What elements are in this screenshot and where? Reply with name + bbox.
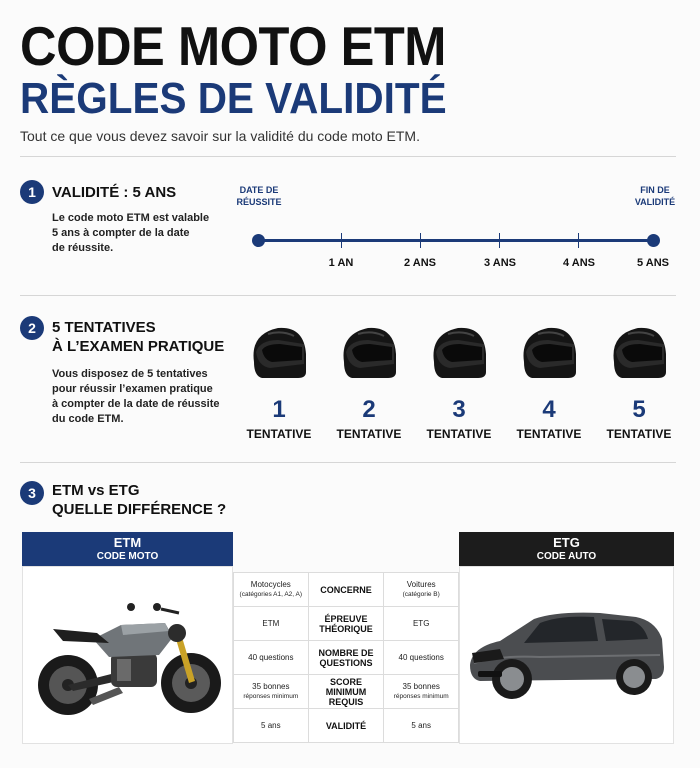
- timeline-line: [258, 239, 654, 242]
- timeline-start-dot: [252, 234, 265, 247]
- attempt-number: 4: [542, 396, 556, 423]
- etm-value-note: réponses minimum: [243, 692, 299, 700]
- car-panel: [459, 566, 674, 744]
- criterion-label: ÉPREUVE THÉORIQUE: [308, 607, 384, 641]
- timeline-tick-label: 2 ANS: [404, 257, 436, 269]
- timeline-tick-label: 4 ANS: [563, 257, 595, 269]
- section-number-3: 3: [20, 481, 44, 505]
- page-subtitle-heading: RÈGLES DE VALIDITÉ: [20, 74, 447, 123]
- section-title-comparison: ETM vs ETG QUELLE DIFFÉRENCE ?: [52, 482, 227, 518]
- etg-value: ETG: [384, 607, 459, 641]
- comparison-row: [234, 709, 459, 743]
- attempt-number: 5: [632, 396, 646, 423]
- section-body-attempts: Vous disposez de 5 tentatives pour réussir l’examen pratique à compter de la date de réussite du code ETM.: [52, 368, 220, 425]
- helmet-icon: [248, 322, 310, 382]
- etm-value: 5 ans: [234, 709, 309, 743]
- etm-value: 35 bonnes réponses minimum: [234, 675, 309, 709]
- attempt-number: 2: [362, 396, 376, 423]
- criterion-label: VALIDITÉ: [308, 709, 384, 743]
- comparison-row: [234, 675, 459, 709]
- etm-value: Motocycles (catégories A1, A2, A): [234, 573, 309, 607]
- section-title-attempts: 5 TENTATIVES À L’EXAMEN PRATIQUE: [52, 319, 225, 355]
- etg-value: 35 bonnes réponses minimum: [384, 675, 459, 709]
- etg-value-note: réponses minimum: [393, 692, 449, 700]
- motorcycle-panel: [22, 566, 233, 744]
- helmet-icon: [338, 322, 400, 382]
- timeline-tick: [420, 233, 421, 248]
- etg-header: ETG CODE AUTO: [459, 532, 674, 566]
- timeline-end-dot: [647, 234, 660, 247]
- etm-header: ETM CODE MOTO: [22, 532, 233, 566]
- etg-value: Voitures (catégorie B): [384, 573, 459, 607]
- attempt-item: [334, 322, 404, 441]
- attempt-item: [604, 322, 674, 441]
- attempt-label: TENTATIVE: [246, 427, 312, 441]
- attempt-number: 1: [272, 396, 286, 423]
- criterion-label: CONCERNE: [308, 573, 384, 607]
- section-number-1: 1: [20, 180, 44, 204]
- etm-value-note: (catégories A1, A2, A): [239, 590, 303, 598]
- car-image: [460, 567, 673, 743]
- timeline-tick-label: 5 ANS: [637, 257, 669, 269]
- section-title-validity: VALIDITÉ : 5 ANS: [52, 184, 177, 201]
- attempt-item: [244, 322, 314, 441]
- helmet-icon: [428, 322, 490, 382]
- attempt-item: [424, 322, 494, 441]
- comparison-row: [234, 573, 459, 607]
- timeline-tick-label: 3 ANS: [484, 257, 516, 269]
- attempt-label: TENTATIVE: [516, 427, 582, 441]
- page-title: CODE MOTO ETM: [20, 15, 447, 77]
- timeline-tick: [341, 233, 342, 248]
- comparison-row: [234, 641, 459, 675]
- etm-value: 40 questions: [234, 641, 309, 675]
- attempt-label: TENTATIVE: [606, 427, 672, 441]
- attempt-number: 3: [452, 396, 466, 423]
- helmet-icon: [608, 322, 670, 382]
- section-number-2: 2: [20, 316, 44, 340]
- comparison-row: [234, 607, 459, 641]
- timeline-end-label: FIN DE VALIDITÉ: [634, 185, 676, 207]
- etg-value-note: (catégorie B): [402, 590, 440, 598]
- criterion-label: SCORE MINIMUM REQUIS: [308, 675, 384, 709]
- divider: [20, 295, 676, 296]
- etm-value: ETM: [234, 607, 309, 641]
- attempt-label: TENTATIVE: [426, 427, 492, 441]
- attempt-item: [514, 322, 584, 441]
- timeline-start-label: DATE DE RÉUSSITE: [236, 185, 282, 207]
- section-body-validity: Le code moto ETM est valable 5 ans à compter de la date de réussite.: [52, 212, 210, 254]
- timeline-tick-label: 1 AN: [328, 257, 354, 269]
- etg-value: 40 questions: [384, 641, 459, 675]
- helmet-icon: [518, 322, 580, 382]
- motorcycle-image: [23, 567, 232, 743]
- criterion-label: NOMBRE DE QUESTIONS: [308, 641, 384, 675]
- etg-value: 5 ans: [384, 709, 459, 743]
- timeline-tick: [578, 233, 579, 248]
- divider: [20, 462, 676, 463]
- divider: [20, 156, 676, 157]
- page-intro: Tout ce que vous devez savoir sur la validité du code moto ETM.: [20, 128, 420, 144]
- timeline-tick: [499, 233, 500, 248]
- comparison-table: [233, 572, 459, 743]
- attempt-label: TENTATIVE: [336, 427, 402, 441]
